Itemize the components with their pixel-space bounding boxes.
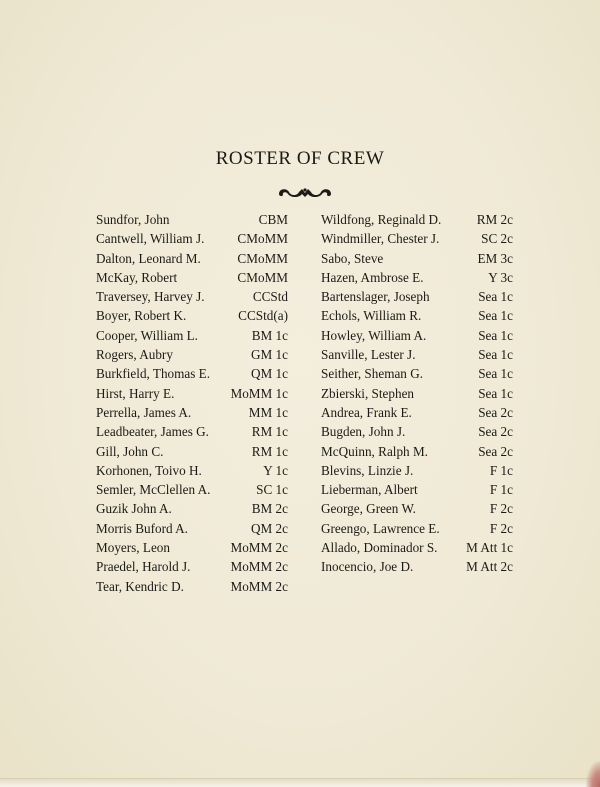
crew-rating: Sea 1c — [478, 366, 513, 382]
crew-rating: CMoMM — [237, 269, 288, 285]
page-title: ROSTER OF CREW — [215, 148, 385, 169]
roster-entry — [321, 521, 513, 540]
crew-rating: F 2c — [489, 520, 513, 536]
crew-name: Tear, Kendric D. — [96, 578, 184, 594]
roster-entry — [96, 424, 288, 443]
crew-rating: MoMM 1c — [230, 385, 288, 401]
roster-entry — [321, 231, 513, 250]
crew-rating: CCStd(a) — [238, 308, 288, 324]
crew-rating: CMoMM — [237, 250, 288, 266]
crew-name: Allado, Dominador S. — [321, 540, 438, 556]
crew-rating: SC 1c — [256, 482, 288, 498]
crew-name: Seither, Sheman G. — [321, 366, 424, 382]
decorative-scroll-icon — [275, 184, 335, 200]
crew-name: Boyer, Robert K. — [96, 308, 187, 324]
crew-rating: F 2c — [489, 501, 513, 517]
crew-name: Sanville, Lester J. — [321, 347, 416, 363]
roster-entry — [321, 347, 513, 366]
roster-entry — [96, 328, 288, 347]
crew-name: Dalton, Leonard M. — [96, 250, 201, 266]
crew-name: Morris Buford A. — [96, 520, 188, 536]
crew-rating: Sea 2c — [478, 404, 513, 420]
roster-entry — [321, 540, 513, 559]
crew-name: Praedel, Harold J. — [96, 559, 191, 575]
roster-entry — [96, 251, 288, 270]
roster-entry — [96, 347, 288, 366]
crew-name: Inocencio, Joe D. — [321, 559, 414, 575]
crew-rating: QM 2c — [251, 520, 288, 536]
crew-name: Echols, William R. — [321, 308, 422, 324]
roster-entry — [321, 463, 513, 482]
crew-rating: GM 1c — [251, 347, 288, 363]
crew-name: Bartenslager, Joseph — [321, 289, 430, 305]
roster-entry — [321, 328, 513, 347]
crew-rating: RM 1c — [251, 443, 288, 459]
roster-entry — [321, 424, 513, 443]
crew-rating: CCStd — [252, 289, 288, 305]
crew-name: Leadbeater, James G. — [96, 424, 209, 440]
crew-rating: M Att 2c — [466, 559, 513, 575]
crew-rating: Sea 1c — [478, 289, 513, 305]
roster-entry — [321, 308, 513, 327]
crew-name: Andrea, Frank E. — [321, 404, 412, 420]
crew-rating: Sea 1c — [478, 308, 513, 324]
crew-rating: Sea 2c — [478, 443, 513, 459]
roster-entry — [321, 251, 513, 270]
roster-entry — [96, 289, 288, 308]
roster-entry — [96, 501, 288, 520]
crew-rating: RM 1c — [251, 424, 288, 440]
crew-name: Guzik John A. — [96, 501, 172, 517]
crew-rating: SC 2c — [481, 231, 513, 247]
roster-right-column — [321, 212, 513, 579]
roster-entry — [96, 405, 288, 424]
roster-entry — [96, 212, 288, 231]
roster-entry — [96, 463, 288, 482]
roster-entry — [321, 405, 513, 424]
crew-name: Greengo, Lawrence E. — [321, 520, 440, 536]
crew-name: Korhonen, Toivo H. — [96, 462, 202, 478]
crew-rating: BM 1c — [251, 327, 288, 343]
roster-entry — [321, 212, 513, 231]
crew-rating: MoMM 2c — [230, 559, 288, 575]
crew-name: Traversey, Harvey J. — [96, 289, 205, 305]
roster-entry — [96, 231, 288, 250]
crew-name: Windmiller, Chester J. — [321, 231, 440, 247]
crew-rating: MoMM 2c — [230, 578, 288, 594]
crew-rating: Y 3c — [488, 269, 513, 285]
crew-name: Lieberman, Albert — [321, 482, 418, 498]
roster-entry — [96, 559, 288, 578]
crew-rating: QM 1c — [251, 366, 288, 382]
crew-rating: MoMM 2c — [230, 540, 288, 556]
crew-name: George, Green W. — [321, 501, 416, 517]
roster-entry — [321, 482, 513, 501]
crew-name: Hazen, Ambrose E. — [321, 269, 424, 285]
crew-rating: EM 3c — [477, 250, 513, 266]
roster-entry — [321, 289, 513, 308]
roster-entry — [96, 308, 288, 327]
crew-rating: Sea 1c — [478, 385, 513, 401]
roster-entry — [96, 444, 288, 463]
crew-rating: F 1c — [489, 462, 513, 478]
crew-name: McKay, Robert — [96, 269, 178, 285]
roster-entry — [96, 366, 288, 385]
crew-name: Cantwell, William J. — [96, 231, 205, 247]
crew-name: Zbierski, Stephen — [321, 385, 415, 401]
crew-name: Rogers, Aubry — [96, 347, 173, 363]
crew-name: Wildfong, Reginald D. — [321, 212, 442, 227]
crew-name: Hirst, Harry E. — [96, 385, 175, 401]
crew-name: Blevins, Linzie J. — [321, 462, 414, 478]
crew-rating: F 1c — [489, 482, 513, 498]
roster-entry — [321, 501, 513, 520]
roster-entry — [321, 386, 513, 405]
crew-rating: Sea 1c — [478, 347, 513, 363]
crew-rating: Sea 1c — [478, 327, 513, 343]
crew-name: McQuinn, Ralph M. — [321, 443, 428, 459]
crew-rating: M Att 1c — [466, 540, 513, 556]
roster-entry — [321, 559, 513, 578]
roster-left-column — [96, 212, 288, 598]
crew-name: Gill, John C. — [96, 443, 164, 459]
crew-name: Sabo, Steve — [321, 250, 384, 266]
crew-rating: RM 2c — [476, 212, 513, 227]
crew-name: Bugden, John J. — [321, 424, 406, 440]
crew-name: Burkfield, Thomas E. — [96, 366, 211, 382]
crew-name: Semler, McClellen A. — [96, 482, 211, 498]
roster-entry — [96, 579, 288, 598]
crew-name: Howley, William A. — [321, 327, 427, 343]
roster-entry — [96, 270, 288, 289]
crew-rating: CBM — [258, 212, 288, 227]
paper-bottom-edge — [0, 778, 600, 787]
roster-entry — [321, 444, 513, 463]
crew-rating: Sea 2c — [478, 424, 513, 440]
crew-name: Moyers, Leon — [96, 540, 170, 556]
roster-entry — [321, 270, 513, 289]
crew-rating: Y 1c — [263, 462, 288, 478]
roster-entry — [96, 521, 288, 540]
crew-rating: MM 1c — [248, 404, 288, 420]
roster-entry — [96, 540, 288, 559]
crew-name: Perrella, James A. — [96, 404, 192, 420]
roster-entry — [321, 366, 513, 385]
crew-rating: CMoMM — [237, 231, 288, 247]
corner-stain — [586, 761, 600, 787]
roster-entry — [96, 482, 288, 501]
crew-rating: BM 2c — [251, 501, 288, 517]
roster-entry — [96, 386, 288, 405]
crew-name: Cooper, William L. — [96, 327, 198, 343]
crew-name: Sundfor, John — [96, 212, 170, 227]
